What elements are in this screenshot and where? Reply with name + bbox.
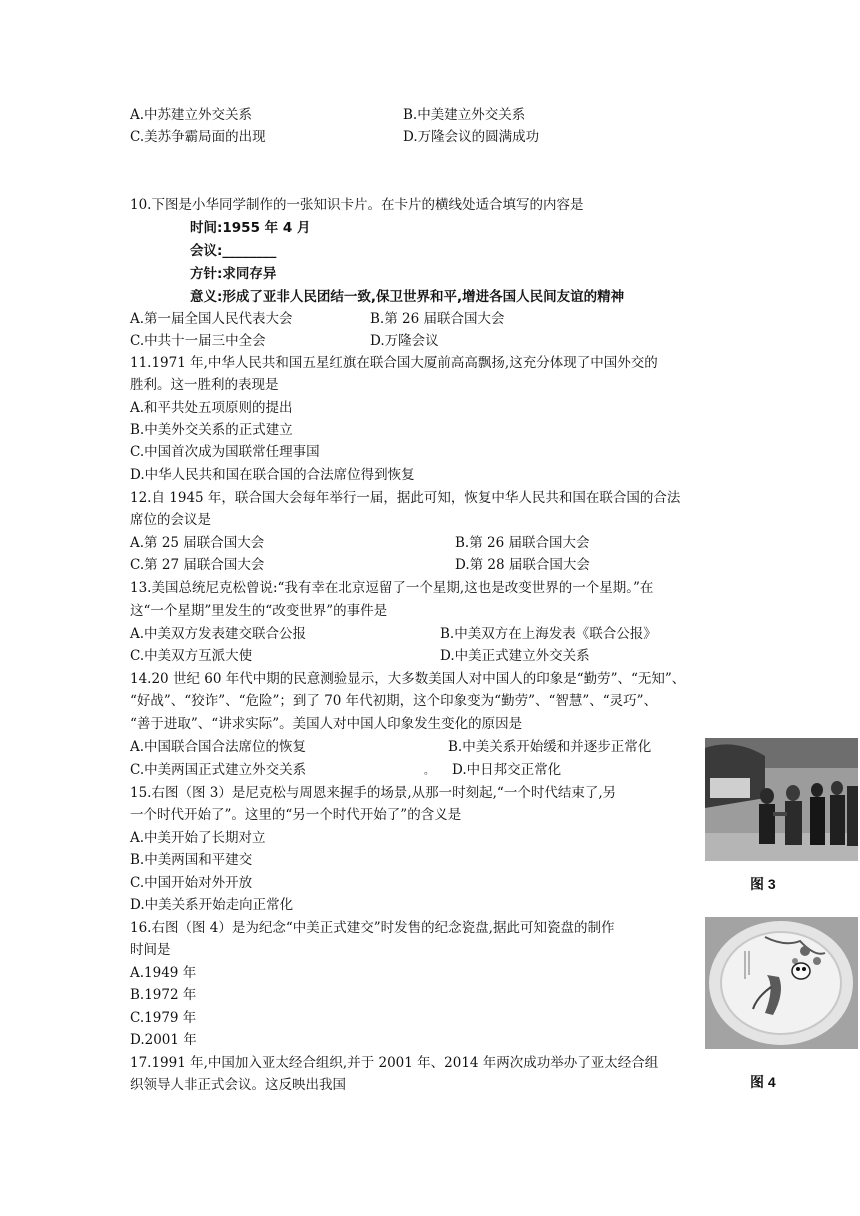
q14-option-d: D.中日邦交正常化 bbox=[452, 762, 562, 778]
q11-option-b: B.中美外交关系的正式建立 bbox=[130, 422, 293, 438]
q15-option-b: B.中美两国和平建交 bbox=[130, 852, 253, 868]
q13-option-b: B.中美双方在上海发表《联合公报》 bbox=[440, 626, 657, 642]
q13-stem-line1: 13.美国总统尼克松曾说:“我有幸在北京逗留了一个星期,这也是改变世界的一个星期。”在 bbox=[130, 580, 654, 596]
q14-stem-line1: 14.20 世纪 60 年代中期的民意测验显示，大多数美国人对中国人的印象是“勤劳”、“无知”、 bbox=[130, 671, 686, 687]
card-policy: 方针:求同存异 bbox=[190, 266, 277, 282]
q15-option-a: A.中美开始了长期对立 bbox=[130, 830, 266, 846]
q12-option-c: C.第 27 届联合国大会 bbox=[130, 557, 265, 573]
q10-option-b: B.第 26 届联合国大会 bbox=[370, 311, 505, 327]
q13-stem-line2: 这“一个星期”里发生的“改变世界”的事件是 bbox=[130, 603, 388, 619]
q11-option-c: C.中国首次成为国联常任理事国 bbox=[130, 444, 320, 460]
q15-stem-line1: 15.右图（图 3）是尼克松与周恩来握手的场景,从那一时刻起,“一个时代结束了,另 bbox=[130, 785, 617, 801]
q16-stem-line1: 16.右图（图 4）是为纪念“中美正式建交”时发售的纪念瓷盘,据此可知瓷盘的制作 bbox=[130, 920, 615, 936]
figure-4-caption: 图 4 bbox=[750, 1074, 776, 1090]
q11-stem-line1: 11.1971 年,中华人民共和国五星红旗在联合国大厦前高高飘扬,这充分体现了中国外交的 bbox=[130, 355, 658, 371]
q10-stem: 10.下图是小华同学制作的一张知识卡片。在卡片的横线处适合填写的内容是 bbox=[130, 197, 584, 213]
figure-3-caption: 图 3 bbox=[750, 876, 776, 892]
q16-option-a: A.1949 年 bbox=[130, 965, 197, 981]
card-time: 时间:1955 年 4 月 bbox=[190, 220, 311, 236]
q17-stem-line1: 17.1991 年,中国加入亚太经合组织,并于 2001 年、2014 年两次成功举办了亚太经合组 bbox=[130, 1055, 659, 1071]
q12-option-d: D.第 28 届联合国大会 bbox=[455, 557, 590, 573]
card-significance: 意义:形成了亚非人民团结一致,保卫世界和平,增进各国人民间友谊的精神 bbox=[190, 289, 625, 305]
porcelain-plate-icon bbox=[705, 917, 858, 1049]
q16-option-d: D.2001 年 bbox=[130, 1032, 197, 1048]
q15-option-c: C.中国开始对外开放 bbox=[130, 875, 253, 891]
q14-option-a: A.中国联合国合法席位的恢复 bbox=[130, 739, 307, 755]
q16-option-b: B.1972 年 bbox=[130, 987, 197, 1003]
q11-stem-line2: 胜利。这一胜利的表现是 bbox=[130, 377, 279, 393]
figure-4-photo bbox=[705, 917, 858, 1049]
q9-option-d: D.万隆会议的圆满成功 bbox=[403, 129, 540, 145]
stray-dot: 。 bbox=[424, 766, 434, 777]
q9-option-c: C.美苏争霸局面的出现 bbox=[130, 129, 266, 145]
q9-option-b: B.中美建立外交关系 bbox=[403, 107, 526, 123]
q14-option-c: C.中美两国正式建立外交关系 bbox=[130, 762, 307, 778]
q17-stem-line2: 织领导人非正式会议。这反映出我国 bbox=[130, 1077, 346, 1093]
q10-option-a: A.第一届全国人民代表大会 bbox=[130, 311, 293, 327]
q12-stem-line2: 席位的会议是 bbox=[130, 512, 211, 528]
q13-option-c: C.中美双方互派大使 bbox=[130, 648, 253, 664]
q11-option-a: A.和平共处五项原则的提出 bbox=[130, 400, 293, 416]
q16-stem-line2: 时间是 bbox=[130, 942, 171, 958]
q15-option-d: D.中美关系开始走向正常化 bbox=[130, 897, 294, 913]
q13-option-a: A.中美双方发表建交联合公报 bbox=[130, 626, 307, 642]
q14-option-b: B.中美关系开始缓和并逐步正常化 bbox=[448, 739, 652, 755]
card-meeting: 会议:________ bbox=[190, 243, 277, 259]
q16-option-c: C.1979 年 bbox=[130, 1010, 197, 1026]
q14-stem-line3: “善于进取”、“讲求实际”。美国人对中国人印象发生变化的原因是 bbox=[130, 716, 523, 732]
q10-option-c: C.中共十一届三中全会 bbox=[130, 333, 266, 349]
q15-stem-line2: 一个时代开始了”。这里的“另一个时代开始了”的含义是 bbox=[130, 807, 462, 823]
q12-option-b: B.第 26 届联合国大会 bbox=[455, 535, 590, 551]
q12-option-a: A.第 25 届联合国大会 bbox=[130, 535, 265, 551]
q10-option-d: D.万隆会议 bbox=[370, 333, 439, 349]
q12-stem-line1: 12.自 1945 年，联合国大会每年举行一届，据此可知，恢复中华人民共和国在联合国的合法 bbox=[130, 490, 681, 506]
handshake-photo-icon bbox=[705, 738, 858, 861]
figure-3-photo bbox=[705, 738, 858, 861]
q14-stem-line2: “好战”、“狡诈”、“危险”；到了 70 年代初期，这个印象变为“勤劳”、“智慧”、“灵巧”、 bbox=[130, 693, 658, 709]
q13-option-d: D.中美正式建立外交关系 bbox=[440, 648, 590, 664]
q11-option-d: D.中华人民共和国在联合国的合法席位得到恢复 bbox=[130, 467, 415, 483]
q9-option-a: A.中苏建立外交关系 bbox=[130, 107, 253, 123]
